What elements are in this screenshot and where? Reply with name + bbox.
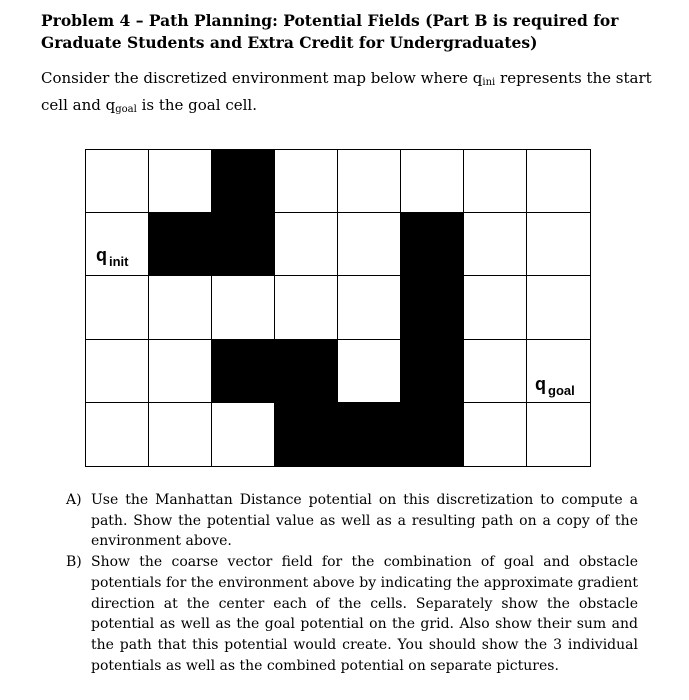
free-cell — [149, 150, 212, 213]
environment-grid — [85, 149, 591, 467]
goal-q-symbol: q — [535, 373, 546, 394]
question-marker: A) — [66, 492, 82, 508]
question-marker: B) — [66, 554, 82, 571]
intro-sub-goal: goal — [115, 104, 137, 115]
problem-intro — [41, 67, 661, 121]
intro-sub-ini: ini — [482, 77, 496, 88]
intro-text-3: is the goal cell. — [136, 96, 257, 114]
free-cell — [527, 403, 590, 466]
problem-title: Problem 4 – Path Planning: Potential Fields (Part B is required for Graduate Students and Extra Credit for Undergraduates) — [41, 11, 619, 52]
free-cell — [86, 403, 149, 466]
free-cell — [401, 150, 464, 213]
free-cell — [527, 276, 590, 339]
free-cell — [86, 340, 149, 403]
obstacle-cell — [401, 276, 464, 339]
question-text: Show the coarse vector field for the combination of goal and obstacle potentials for the environment above by indicating the approximate gradient direction at the center each of the cells. Separately show the obstacle potential as well as the goal potential on the grid. Also show their sum and the path that this potential would create. You should show the 3 individual potentials as well as the combined potential on separate pictures. — [91, 554, 638, 674]
question-text: Use the Manhattan Distance potential on this discretization to compute a path. Show the potential value as well as a resulting path on a copy of the environment above. — [91, 492, 638, 550]
question-list — [66, 490, 638, 676]
start-label — [96, 245, 129, 270]
free-cell — [212, 403, 275, 466]
free-cell — [464, 276, 527, 339]
obstacle-cell — [212, 340, 275, 403]
free-cell — [275, 276, 338, 339]
free-cell — [338, 276, 401, 339]
free-cell — [338, 213, 401, 276]
goal-label — [535, 373, 575, 398]
question-item — [66, 552, 638, 676]
free-cell — [464, 150, 527, 213]
obstacle-cell — [275, 340, 338, 403]
free-cell — [86, 276, 149, 339]
free-cell — [149, 340, 212, 403]
free-cell — [338, 150, 401, 213]
goal-subscript: goal — [548, 382, 575, 398]
free-cell — [149, 276, 212, 339]
start-subscript: init — [109, 254, 129, 270]
obstacle-cell — [401, 340, 464, 403]
free-cell — [275, 150, 338, 213]
free-cell — [86, 150, 149, 213]
free-cell — [464, 340, 527, 403]
free-cell — [338, 340, 401, 403]
free-cell — [149, 403, 212, 466]
obstacle-cell — [212, 150, 275, 213]
free-cell — [212, 276, 275, 339]
goal-cell — [527, 340, 590, 403]
intro-text-2: represents the start cell and q — [41, 69, 652, 114]
obstacle-cell — [275, 403, 338, 466]
free-cell — [527, 213, 590, 276]
obstacle-cell — [338, 403, 401, 466]
start-q-symbol: q — [96, 245, 107, 266]
free-cell — [527, 150, 590, 213]
free-cell — [464, 403, 527, 466]
obstacle-cell — [212, 213, 275, 276]
intro-text-1: Consider the discretized environment map below where q — [41, 69, 483, 87]
obstacle-cell — [401, 213, 464, 276]
question-item — [66, 490, 638, 552]
free-cell — [275, 213, 338, 276]
obstacle-cell — [401, 403, 464, 466]
free-cell — [464, 213, 527, 276]
start-cell — [86, 213, 149, 276]
obstacle-cell — [149, 213, 212, 276]
